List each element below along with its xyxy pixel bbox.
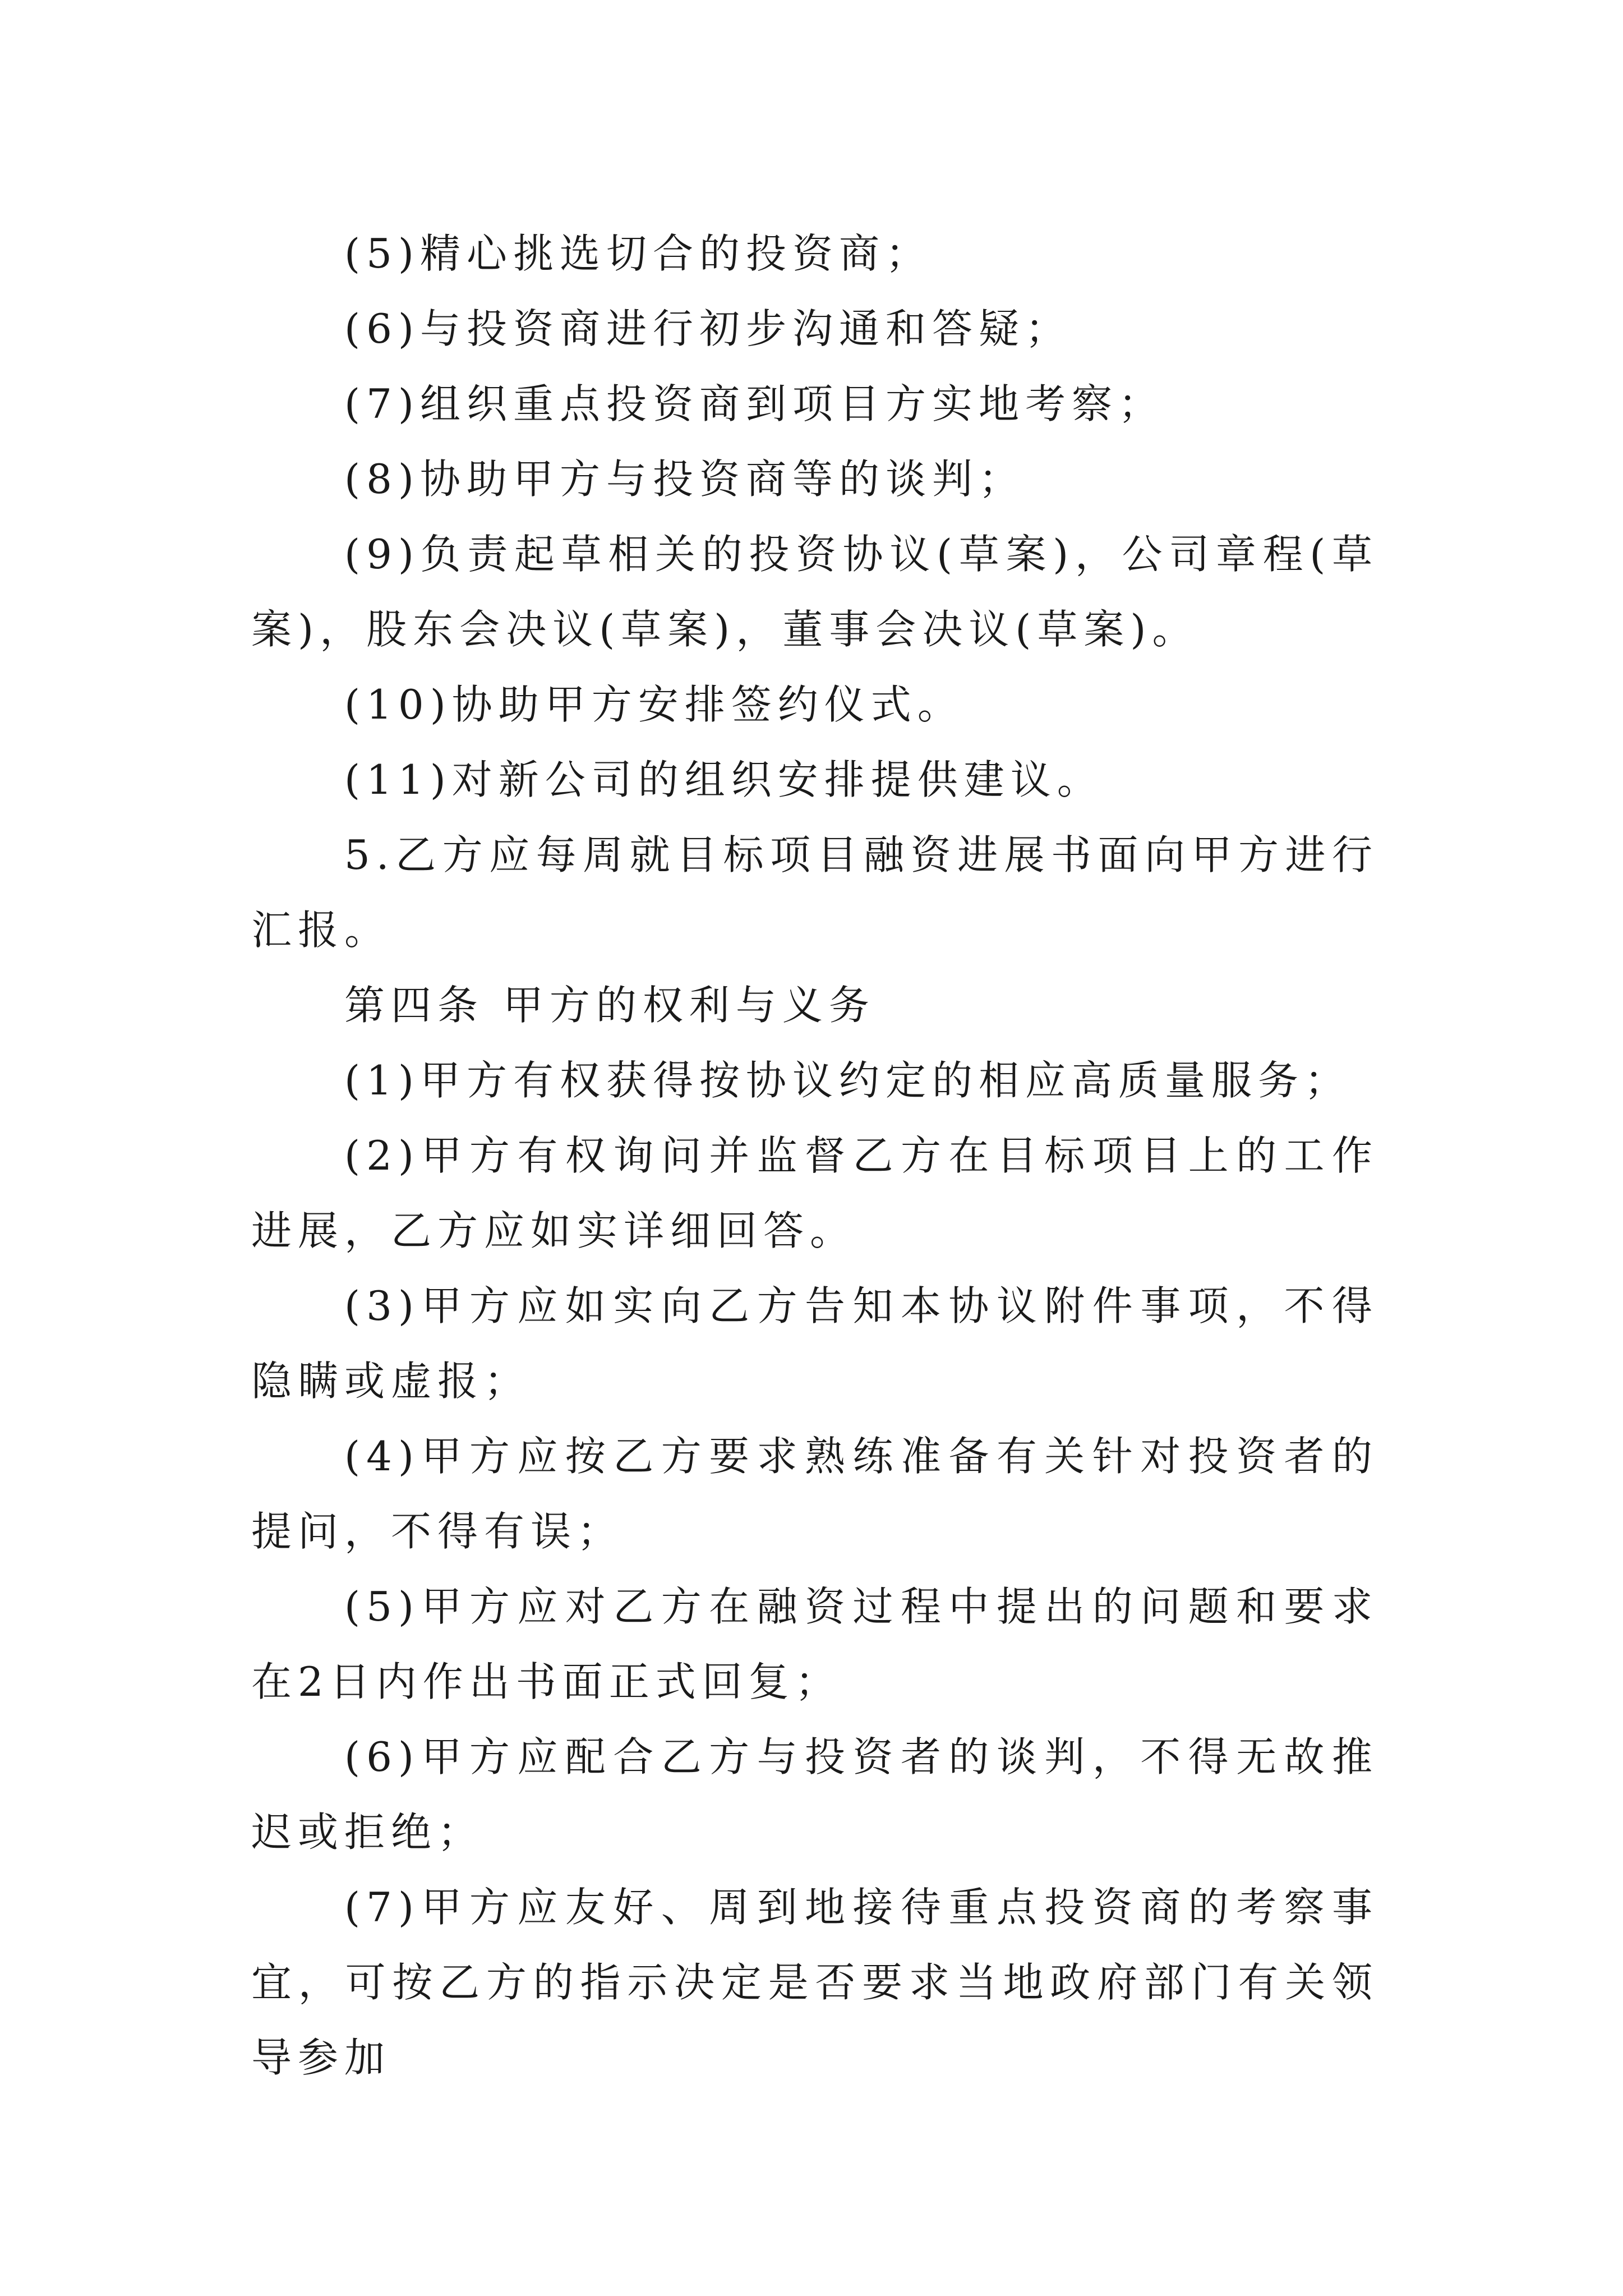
paragraph-duty-5-reply: (5)甲方应对乙方在融资过程中提出的问题和要求在2日内作出书面正式回复； [251,1583,1378,1705]
section-heading-article-4: 第四条 甲方的权利与义务 [344,982,875,1029]
paragraph-item-7-site-inspection: (7)组织重点投资商到项目方实地考察； [344,380,1165,427]
paragraph-item-8-assist-negotiation: (8)协助甲方与投资商等的谈判； [344,455,1025,503]
paragraph-duty-3-disclose: (3)甲方应如实向乙方告知本协议附件事项，不得隐瞒或虚报； [251,1282,1378,1405]
paragraph-right-1-quality-service: (1)甲方有权获得按协议约定的相应高质量服务； [344,1057,1351,1104]
paragraph-item-9-draft-agreements: (9)负责起草相关的投资协议(草案)，公司章程(草案)，股东会决议(草案)，董事会决议(草案)。 [251,531,1378,653]
paragraph-clause-5-weekly-report: 5.乙方应每周就目标项目融资进展书面向甲方进行汇报。 [251,831,1378,954]
paragraph-right-2-inquire-supervise: (2)甲方有权询问并监督乙方在目标项目上的工作进展，乙方应如实详细回答。 [251,1132,1378,1254]
paragraph-item-5-select-investors: (5)精心挑选切合的投资商； [344,230,932,277]
paragraph-item-6-initial-communication: (6)与投资商进行初步沟通和答疑； [344,305,1072,352]
paragraph-item-10-signing-ceremony: (10)协助甲方安排签约仪式。 [344,681,964,728]
document-body [251,216,1378,2095]
paragraph-item-11-organization-advice: (11)对新公司的组织安排提供建议。 [344,756,1104,803]
paragraph-duty-6-cooperate: (6)甲方应配合乙方与投资者的谈判，不得无故推迟或拒绝； [251,1733,1378,1856]
paragraph-duty-7-host-inspection: (7)甲方应友好、周到地接待重点投资商的考察事宜，可按乙方的指示决定是否要求当地政府部门有关领导参加 [251,1884,1378,2081]
paragraph-duty-4-prepare-questions: (4)甲方应按乙方要求熟练准备有关针对投资者的提问，不得有误； [251,1433,1378,1555]
